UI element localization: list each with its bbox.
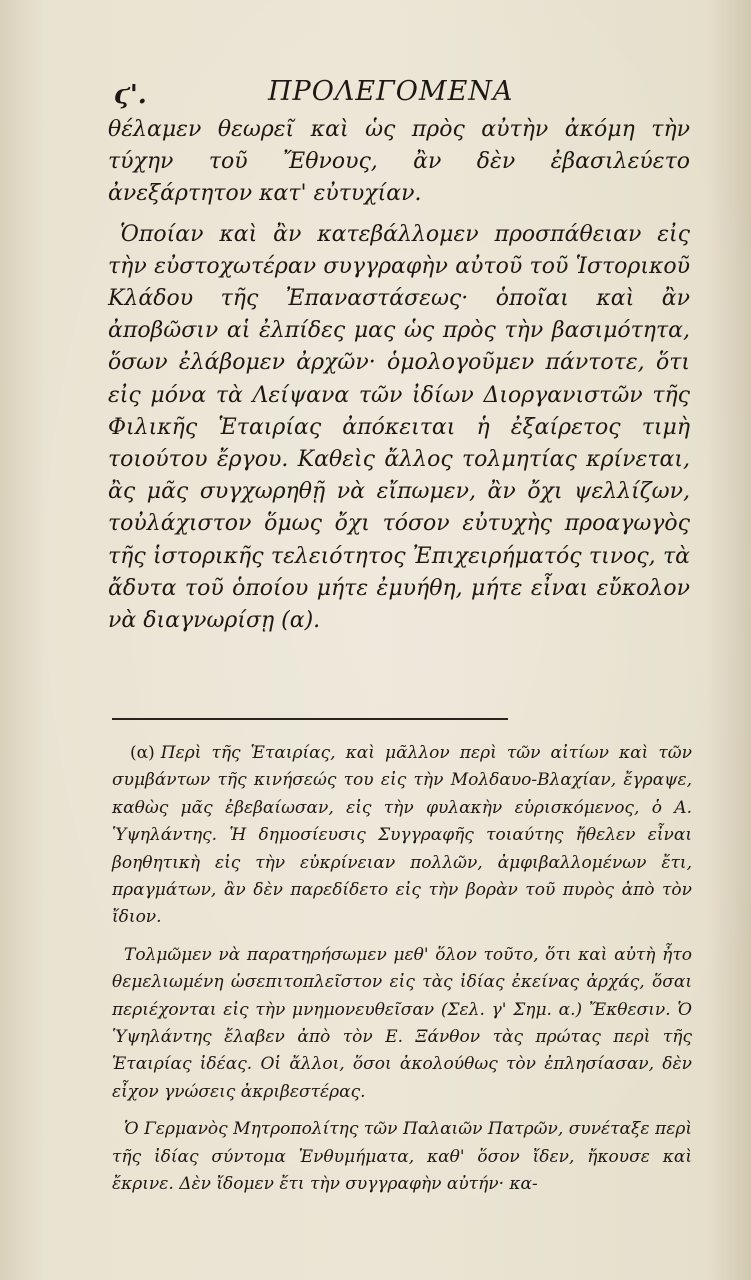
body-paragraph: Ὁποίαν καὶ ἂν κατεβάλλομεν προσπάθειαν εἰς τὴν εὐστοχωτέραν συγγραφὴν αὐτοῦ τοῦ Ἱστορικοῦ Κλάδου τῆς Ἐπαναστάσεως· ὁποῖαι καὶ ἂν ἀποβῶσιν αἱ ἐλπίδες μας ὡς πρὸς τὴν βασιμότητα, ὅσων ἐλάβομεν ἀρχῶν· ὁμολογοῦμεν πάντοτε, ὅτι εἰς μόνα τὰ Λείψανα τῶν ἰδίων Διοργανιστῶν τῆς Φιλικῆς Ἑταιρίας ἀπόκειται ἡ ἐξαίρετος τιμὴ τοιούτου ἔργου. Καθεὶς ἄλλος τολμητίας κρίνεται, ἂς μᾶς συγχωρηθῇ νὰ εἴπωμεν, ἂν ὄχι ψελλίζων, τοὐλάχιστον ὅμως ὄχι τόσον εὐτυχὴς προαγωγὸς τῆς ἱστορικῆς τελειότητος Ἐπιχειρήματός τινος, τὰ ἄδυτα τοῦ ὁποίου μήτε ἐμυήθη, μήτε εἶναι εὔκολον νὰ διαγνωρίσῃ (α). (108, 221, 690, 634)
running-title: ΠΡΟΛΕΓΟΜΕΝΑ (268, 76, 514, 107)
footnote-divider (112, 718, 508, 720)
page-number: ϛ'. (114, 80, 147, 110)
body-paragraph-continued: θέλαμεν θεωρεῖ καὶ ὡς πρὸς αὐτὴν ἀκόμη τὴν τύχην τοῦ Ἔθνους, ἂν δὲν ἐβασιλεύετο ἀνεξάρτητον κατ' εὐτυχίαν. (108, 117, 690, 207)
footnotes (112, 740, 692, 1199)
footnote-paragraph: Ὁ Γερμανὸς Μητροπολίτης τῶν Παλαιῶν Πατρῶν, συνέταξε περὶ τῆς ἰδίας σύντομα Ἐνθυμήματα, καθ' ὅσον ἴδεν, ἤκουσε καὶ ἔκρινε. Δὲν ἴδομεν ἔτι τὴν συγγραφὴν αὐτήν· κα- (112, 1119, 692, 1195)
page-header (0, 72, 751, 112)
footnote-text: Περὶ τῆς Ἑταιρίας, καὶ μᾶλλον περὶ τῶν αἰτίων καὶ τῶν συμβάντων τῆς κινήσεώς του εἰς τὴν Μολδαυο-Βλαχίαν, ἔγραψε, καθὼς μᾶς ἐβεβαίωσαν, εἰς τὴν φυλακὴν εὑρισκόμενος, ὁ Α. Ὑψηλάντης. Ἡ δημοσίευσις Συγγραφῆς τοιαύτης ἤθελεν εἶναι βοηθητικὴ εἰς τὴν εὐκρίνειαν πολλῶν, ἀμφιβαλλομένων ἔτι, πραγμάτων, ἂν δὲν παρεδίδετο εἰς τὴν βορὰν τοῦ πυρὸς ἀπὸ τὸν ἴδιον. (112, 743, 692, 928)
footnote-marker: (α) (130, 743, 155, 763)
main-text (108, 114, 690, 637)
footnote-paragraph: Τολμῶμεν νὰ παρατηρήσωμεν μεθ' ὅλον τοῦτο, ὅτι καὶ αὐτὴ ἦτο θεμελιωμένη ὡσεπιτοπλεῖστον εἰς τὰς ἰδίας ἐκείνας ἀρχάς, ὅσαι περιέχονται εἰς τὴν μνημονευθεῖσαν (Σελ. γ' Σημ. α.) Ἔκθεσιν. Ὁ Ὑψηλάντης ἔλαβεν ἀπὸ τὸν Ε. Ξάνθον τὰς πρώτας περὶ τῆς Ἑταιρίας ἰδέας. Οἱ ἄλλοι, ὅσοι ἀκολούθως τὸν ἐπλησίασαν, δὲν εἶχον γνώσεις ἀκριβεστέρας. (112, 944, 692, 1102)
footnote-paragraph (112, 740, 692, 932)
